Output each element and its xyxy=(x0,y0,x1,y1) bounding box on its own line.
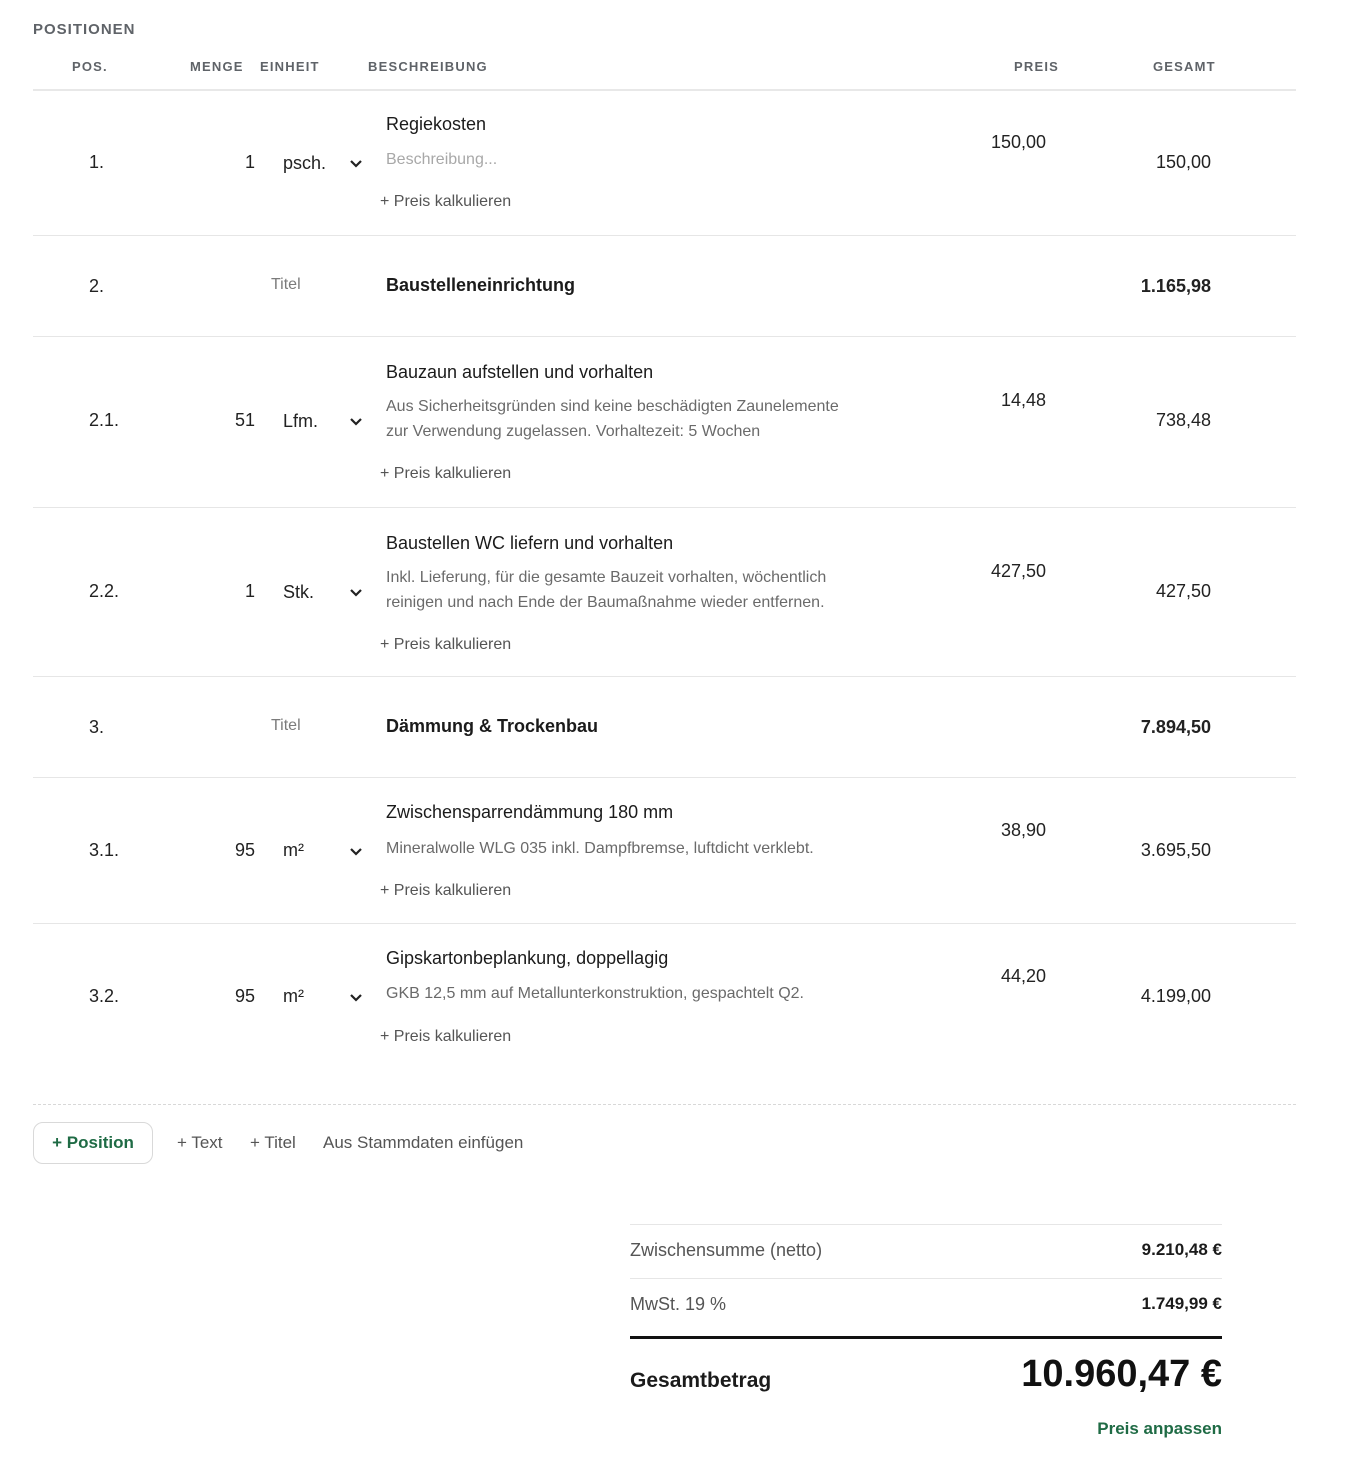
table-row[interactable] xyxy=(33,924,1296,1074)
table-row[interactable] xyxy=(33,508,1296,677)
insert-from-master-data-button[interactable]: Aus Stammdaten einfügen xyxy=(323,1133,524,1152)
item-title[interactable]: Gipskartonbeplankung, doppellagig xyxy=(386,948,669,968)
unit-select[interactable]: Lfm. xyxy=(283,411,319,431)
table-row-group[interactable] xyxy=(33,677,1296,778)
add-text-button[interactable]: + Text xyxy=(177,1133,223,1152)
subtotal-label: Zwischensumme (netto) xyxy=(630,1240,823,1260)
grand-total-value: 10.960,47 € xyxy=(1021,1353,1222,1395)
row-type-label: Titel xyxy=(271,276,301,293)
row-total: 3.695,50 xyxy=(1140,840,1211,860)
description-input[interactable] xyxy=(386,836,926,861)
description-line: GKB 12,5 mm auf Metallunterkonstruktion, gespachtelt Q2. xyxy=(386,985,804,1002)
table-row-group[interactable] xyxy=(33,236,1296,337)
add-position-button[interactable]: + Position xyxy=(33,1122,153,1164)
vat-label: MwSt. 19 % xyxy=(630,1294,727,1314)
price-input[interactable]: 38,90 xyxy=(1000,820,1046,840)
divider xyxy=(33,1104,1296,1105)
calc-price-button[interactable]: + Preis kalkulieren xyxy=(380,193,512,210)
calc-price-button[interactable]: + Preis kalkulieren xyxy=(380,1028,512,1045)
price-input[interactable]: 427,50 xyxy=(990,561,1046,581)
description-line: reinigen und nach Ende der Baumaßnahme wieder entfernen. xyxy=(386,594,825,611)
description-line: Mineralwolle WLG 035 inkl. Dampfbremse, luftdicht verklebt. xyxy=(386,840,814,857)
group-total: 1.165,98 xyxy=(1140,276,1211,296)
unit-select[interactable]: Stk. xyxy=(283,582,315,602)
row-pos: 2. xyxy=(89,276,105,296)
table-row[interactable] xyxy=(33,778,1296,924)
chevron-down-icon[interactable] xyxy=(349,156,363,170)
calc-price-button[interactable]: + Preis kalkulieren xyxy=(380,636,512,653)
item-title[interactable]: Bauzaun aufstellen und vorhalten xyxy=(386,362,654,382)
price-input[interactable]: 14,48 xyxy=(1000,390,1046,410)
header-qty: MENGE xyxy=(190,59,244,74)
description-line: zur Verwendung zugelassen. Vorhaltezeit: 5 Wochen xyxy=(386,423,761,440)
table-row[interactable] xyxy=(33,337,1296,508)
add-title-button[interactable]: + Titel xyxy=(250,1133,296,1152)
row-pos: 2.2. xyxy=(89,581,120,601)
grand-total-row xyxy=(630,1336,1222,1409)
chevron-down-icon[interactable] xyxy=(349,414,363,428)
row-pos: 3. xyxy=(89,717,105,737)
quantity-input[interactable]: 1 xyxy=(244,152,255,172)
row-pos: 3.2. xyxy=(89,986,120,1006)
unit-select[interactable]: psch. xyxy=(283,153,327,173)
price-input[interactable]: 150,00 xyxy=(990,132,1046,152)
adjust-price-link[interactable]: Preis anpassen xyxy=(1097,1419,1222,1438)
row-total: 150,00 xyxy=(1155,152,1211,172)
unit-select[interactable]: m² xyxy=(283,840,304,860)
grand-total-label: Gesamtbetrag xyxy=(630,1369,772,1392)
item-title[interactable]: Zwischensparrendämmung 180 mm xyxy=(386,802,674,822)
group-title[interactable]: Baustelleneinrichtung xyxy=(386,275,576,295)
unit-select[interactable]: m² xyxy=(283,986,304,1006)
row-pos: 3.1. xyxy=(89,840,120,860)
description-input[interactable] xyxy=(386,565,926,615)
header-total: GESAMT xyxy=(1153,59,1216,74)
quantity-input[interactable]: 1 xyxy=(244,581,255,601)
quantity-input[interactable]: 95 xyxy=(234,986,255,1006)
row-total: 738,48 xyxy=(1155,410,1211,430)
table-row[interactable] xyxy=(33,90,1296,236)
group-total: 7.894,50 xyxy=(1140,717,1211,737)
header-desc: BESCHREIBUNG xyxy=(368,59,488,74)
row-pos: 1. xyxy=(89,152,105,172)
header-price: PREIS xyxy=(1014,59,1060,74)
row-total: 4.199,00 xyxy=(1140,986,1211,1006)
price-input[interactable]: 44,20 xyxy=(1000,966,1046,986)
group-title[interactable]: Dämmung & Trockenbau xyxy=(386,716,599,736)
description-line: Inkl. Lieferung, für die gesamte Bauzeit vorhalten, wöchentlich xyxy=(386,569,827,586)
description-line: Aus Sicherheitsgründen sind keine beschädigten Zaunelemente xyxy=(386,398,839,415)
calc-price-button[interactable]: + Preis kalkulieren xyxy=(380,465,512,482)
subtotal-value: 9.210,48 € xyxy=(1141,1240,1222,1259)
header-pos: POS. xyxy=(72,59,108,74)
quantity-input[interactable]: 95 xyxy=(234,840,255,860)
description-input[interactable]: Beschreibung... xyxy=(386,151,498,168)
description-input[interactable] xyxy=(386,394,926,444)
table-header xyxy=(33,57,1296,91)
item-title[interactable]: Regiekosten xyxy=(386,114,487,134)
vat-value: 1.749,99 € xyxy=(1141,1294,1222,1313)
item-title[interactable]: Baustellen WC liefern und vorhalten xyxy=(386,533,674,553)
row-pos: 2.1. xyxy=(89,410,120,430)
chevron-down-icon[interactable] xyxy=(349,585,363,599)
section-title: POSITIONEN xyxy=(33,21,136,38)
chevron-down-icon[interactable] xyxy=(349,844,363,858)
subtotal-row xyxy=(630,1224,1222,1279)
calc-price-button[interactable]: + Preis kalkulieren xyxy=(380,882,512,899)
chevron-down-icon[interactable] xyxy=(349,990,363,1004)
description-input[interactable] xyxy=(386,981,926,1006)
quantity-input[interactable]: 51 xyxy=(234,410,255,430)
row-total: 427,50 xyxy=(1155,581,1211,601)
header-unit: EINHEIT xyxy=(260,59,320,74)
row-type-label: Titel xyxy=(271,717,301,734)
vat-row xyxy=(630,1278,1222,1333)
